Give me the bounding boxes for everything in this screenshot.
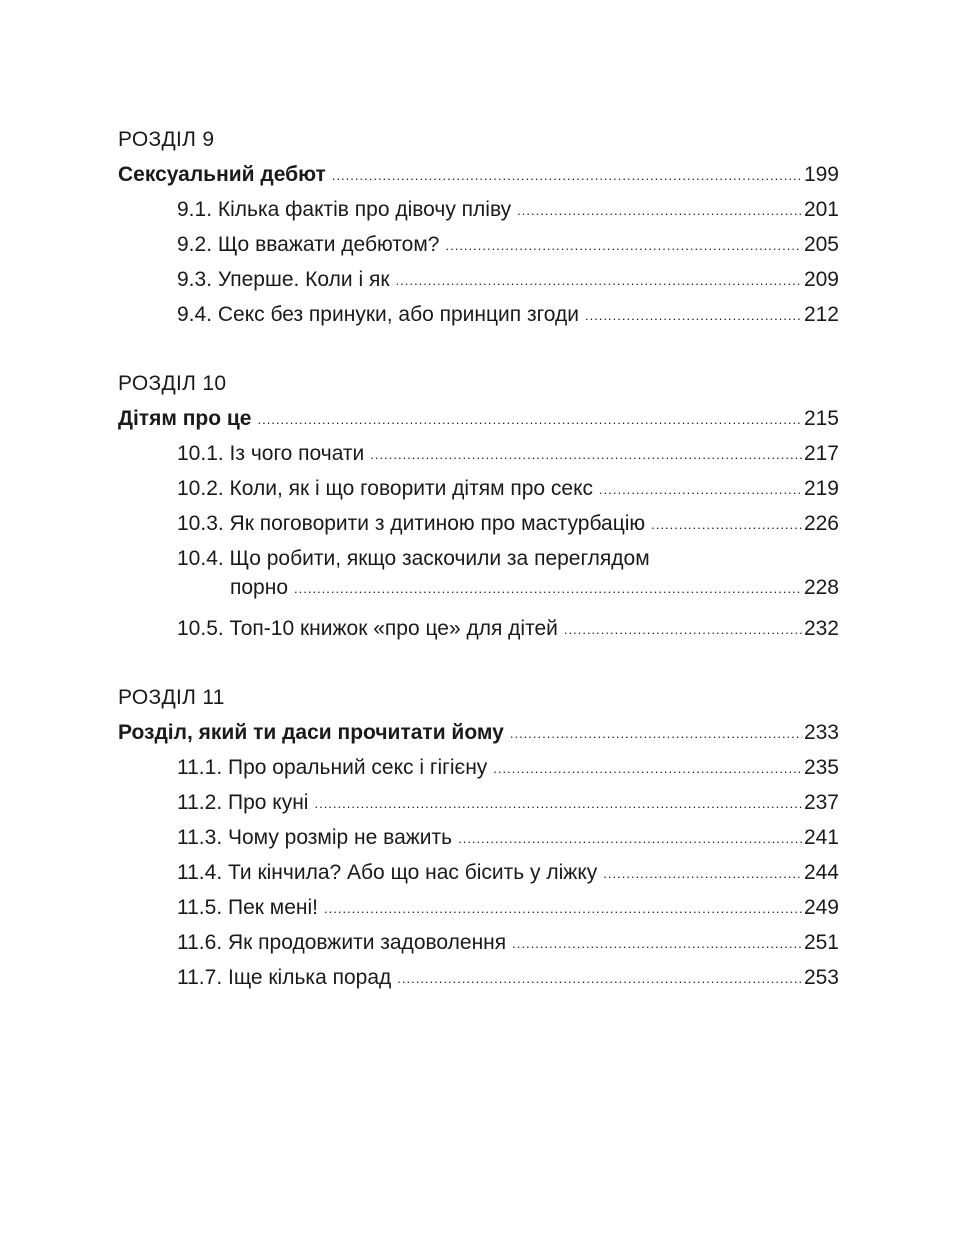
- page-number: 237: [803, 791, 839, 814]
- dot-leader: [603, 856, 802, 891]
- dot-leader: [324, 891, 802, 926]
- toc-item: [118, 192, 839, 227]
- item-title: 10.5. Топ-10 книжок «про це» для дітей: [177, 617, 558, 640]
- dot-leader: [585, 298, 802, 333]
- page-number: 209: [803, 268, 839, 291]
- item-title: 9.2. Що вважати дебютом?: [177, 233, 440, 256]
- toc-item: [118, 855, 839, 890]
- page-number: 249: [803, 896, 839, 919]
- page-number: 212: [803, 303, 839, 326]
- chapter-title: Дітям про це: [118, 407, 252, 430]
- toc-item: [118, 262, 839, 297]
- table-of-contents: [118, 122, 839, 1029]
- dot-leader: [517, 193, 802, 228]
- dot-leader: [458, 821, 802, 856]
- dot-leader: [599, 472, 802, 507]
- page-number: 219: [803, 477, 839, 500]
- page-number: 201: [803, 198, 839, 221]
- item-title: 11.5. Пек мені!: [177, 896, 318, 919]
- item-title: 9.1. Кілька фактів про дівочу пліву: [177, 198, 512, 221]
- dot-leader: [564, 612, 802, 647]
- page-number: 244: [803, 861, 839, 884]
- toc-item: [118, 506, 839, 541]
- chapter-entry: [118, 157, 839, 192]
- toc-item: [118, 436, 839, 471]
- page-number: 217: [803, 442, 839, 465]
- dot-leader: [370, 437, 802, 472]
- dot-leader: [512, 926, 802, 961]
- page-number: 205: [803, 233, 839, 256]
- item-title: 11.7. Іще кілька порад: [177, 966, 392, 989]
- chapter-title: Розділ, який ти даси прочитати йому: [118, 721, 504, 744]
- chapter-title: Сексуальний дебют: [118, 163, 326, 186]
- dot-leader: [510, 716, 802, 751]
- item-title: 10.1. Із чого почати: [177, 442, 365, 465]
- toc-item-wrapped: [118, 541, 839, 611]
- page-number: 251: [803, 931, 839, 954]
- dot-leader: [314, 786, 801, 821]
- item-title: 10.3. Як поговорити з дитиною про мастурбацію: [177, 512, 646, 535]
- dot-leader: [651, 507, 802, 542]
- item-title: 9.3. Уперше. Коли і як: [177, 268, 390, 291]
- toc-item: [118, 471, 839, 506]
- page-number: 241: [803, 826, 839, 849]
- page-number: 215: [803, 407, 839, 430]
- page-number: 228: [803, 576, 839, 599]
- item-title: 11.4. Ти кінчила? Або що нас бісить у ліжку: [177, 861, 598, 884]
- chapter-entry: [118, 401, 839, 436]
- item-title: 11.3. Чому розмір не важить: [177, 826, 453, 849]
- dot-leader: [445, 228, 801, 263]
- toc-item: [118, 820, 839, 855]
- item-title-line2-row: [177, 576, 839, 611]
- dot-leader: [332, 158, 802, 193]
- page-number: 199: [803, 163, 839, 186]
- section-10: [118, 366, 839, 646]
- page-number: 235: [803, 756, 839, 779]
- section-label: РОЗДІЛ 9: [118, 128, 215, 151]
- toc-item: [118, 611, 839, 646]
- item-title: 9.4. Секс без принуки, або принцип згоди: [177, 303, 579, 326]
- item-title: 10.2. Коли, як і що говорити дітям про секс: [177, 477, 594, 500]
- item-title: 11.6. Як продовжити задоволення: [177, 931, 507, 954]
- toc-item: [118, 227, 839, 262]
- page-number: 232: [803, 617, 839, 640]
- section-11: [118, 680, 839, 995]
- toc-item: [118, 297, 839, 332]
- toc-item: [118, 750, 839, 785]
- toc-item: [118, 785, 839, 820]
- item-title-line1: 10.4. Що робити, якщо заскочили за переглядом: [177, 547, 650, 570]
- page-number: 253: [803, 966, 839, 989]
- section-9: [118, 122, 839, 332]
- item-title: 11.2. Про куні: [177, 791, 309, 814]
- dot-leader: [294, 577, 802, 601]
- item-title-line2: порно: [230, 576, 289, 599]
- item-title: 11.1. Про оральний секс і гігієну: [177, 756, 488, 779]
- page-number: 226: [803, 512, 839, 535]
- dot-leader: [493, 751, 802, 786]
- toc-item: [118, 925, 839, 960]
- chapter-entry: [118, 715, 839, 750]
- section-label: РОЗДІЛ 10: [118, 372, 227, 395]
- toc-item: [118, 960, 839, 995]
- dot-leader: [257, 402, 801, 437]
- dot-leader: [396, 263, 802, 298]
- page-number: 233: [803, 721, 839, 744]
- dot-leader: [397, 961, 802, 996]
- toc-item: [118, 890, 839, 925]
- section-label: РОЗДІЛ 11: [118, 686, 225, 709]
